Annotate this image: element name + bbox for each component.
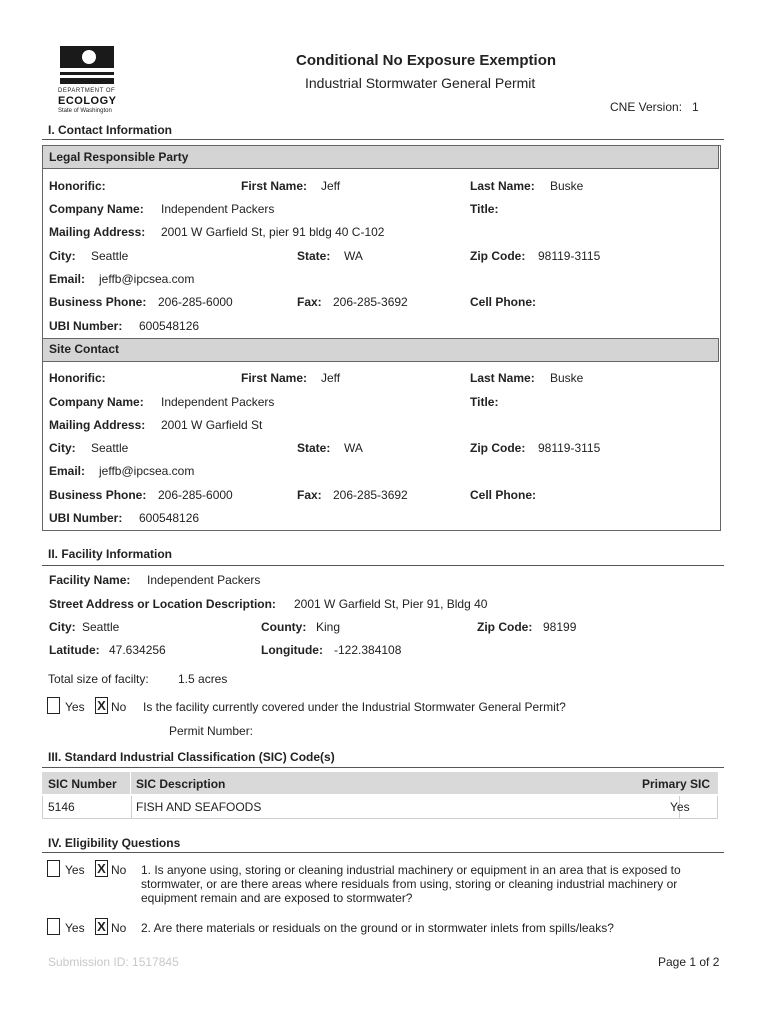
- sic-row-number: 5146: [48, 800, 75, 814]
- site-mailing-label: Mailing Address:: [49, 418, 146, 432]
- legal-title-label: Title:: [470, 202, 499, 216]
- q2-yes-checkbox[interactable]: [47, 918, 60, 935]
- legal-mailing: 2001 W Garfield St, pier 91 bldg 40 C-102: [161, 225, 385, 239]
- site-title-label: Title:: [470, 395, 499, 409]
- legal-city: Seattle: [91, 249, 129, 263]
- permit-covered-yes-checkbox[interactable]: [47, 697, 60, 714]
- legal-state: WA: [344, 249, 363, 263]
- legal-fax-label: Fax:: [297, 295, 322, 309]
- page-number: Page 1 of 2: [658, 955, 720, 969]
- facility-county-label: County:: [261, 620, 307, 634]
- site-city-label: City:: [49, 441, 76, 455]
- site-state: WA: [344, 441, 363, 455]
- legal-first-name: Jeff: [321, 179, 341, 193]
- facility-size: 1.5 acres: [178, 672, 228, 686]
- sic-row-primary: Yes: [670, 800, 690, 814]
- q2-no-label: No: [111, 921, 127, 935]
- site-contact-title: Site Contact: [49, 342, 120, 356]
- permit-covered-yes-label: Yes: [65, 700, 85, 714]
- site-state-label: State:: [297, 441, 331, 455]
- site-cell-label: Cell Phone:: [470, 488, 537, 502]
- facility-zip-label: Zip Code:: [477, 620, 533, 634]
- sic-header-primary: Primary SIC: [642, 777, 711, 791]
- site-company: Independent Packers: [161, 395, 275, 409]
- legal-last-name: Buske: [550, 179, 584, 193]
- facility-zip: 98199: [543, 620, 577, 634]
- q1-yes-label: Yes: [65, 863, 85, 877]
- site-email: jeffb@ipcsea.com: [99, 464, 195, 478]
- site-last-name: Buske: [550, 371, 584, 385]
- site-ubi-label: UBI Number:: [49, 511, 123, 525]
- site-company-label: Company Name:: [49, 395, 144, 409]
- logo-ecology-text: ECOLOGY: [58, 95, 117, 107]
- site-last-name-label: Last Name:: [470, 371, 535, 385]
- legal-ubi-label: UBI Number:: [49, 319, 123, 333]
- permit-number-label: Permit Number:: [169, 724, 254, 738]
- legal-mailing-label: Mailing Address:: [49, 225, 146, 239]
- permit-covered-no-label: No: [111, 700, 127, 714]
- q1-no-label: No: [111, 863, 127, 877]
- site-contact-header: [42, 338, 719, 362]
- legal-cell-label: Cell Phone:: [470, 295, 537, 309]
- facility-address-label: Street Address or Location Description:: [49, 597, 276, 611]
- version-value: 1: [692, 100, 699, 114]
- sic-header-number: SIC Number: [48, 777, 117, 791]
- q1-question-line2: stormwater, or are there areas where residuals from using, storing or cleaning industrial machinery or: [141, 877, 678, 891]
- version-label: CNE Version:: [610, 100, 683, 114]
- site-city: Seattle: [91, 441, 129, 455]
- section-divider: [42, 767, 724, 768]
- submission-id: Submission ID: 1517845: [48, 955, 179, 969]
- facility-longitude: -122.384108: [334, 643, 402, 657]
- facility-latitude-label: Latitude:: [49, 643, 100, 657]
- facility-city: Seattle: [82, 620, 120, 634]
- legal-city-label: City:: [49, 249, 76, 263]
- section-eligibility-title: IV. Eligibility Questions: [48, 836, 181, 850]
- q1-yes-checkbox[interactable]: [47, 860, 60, 877]
- section-divider: [42, 852, 724, 853]
- permit-covered-question: Is the facility currently covered under the Industrial Stormwater General Permit?: [143, 700, 566, 714]
- section-divider: [42, 565, 724, 566]
- facility-longitude-label: Longitude:: [261, 643, 323, 657]
- site-zip-label: Zip Code:: [470, 441, 526, 455]
- facility-county: King: [316, 620, 341, 634]
- site-first-name: Jeff: [321, 371, 341, 385]
- legal-phone-label: Business Phone:: [49, 295, 147, 309]
- facility-address: 2001 W Garfield St, Pier 91, Bldg 40: [294, 597, 488, 611]
- q2-yes-label: Yes: [65, 921, 85, 935]
- ecology-logo-mark: [60, 46, 114, 84]
- facility-latitude: 47.634256: [109, 643, 166, 657]
- legal-ubi: 600548126: [139, 319, 200, 333]
- form-title: Conditional No Exposure Exemption: [296, 52, 557, 69]
- legal-company-label: Company Name:: [49, 202, 144, 216]
- ecology-logo: [56, 46, 118, 114]
- form-subtitle: Industrial Stormwater General Permit: [305, 75, 536, 91]
- section-divider: [42, 139, 724, 140]
- legal-honorific-label: Honorific:: [49, 179, 106, 193]
- section-sic-title: III. Standard Industrial Classification (SIC) Code(s): [48, 750, 335, 764]
- section-facility-title: II. Facility Information: [48, 547, 173, 561]
- site-ubi: 600548126: [139, 511, 200, 525]
- legal-party-title: Legal Responsible Party: [49, 150, 189, 164]
- legal-email: jeffb@ipcsea.com: [99, 272, 195, 286]
- site-mailing: 2001 W Garfield St: [161, 418, 263, 432]
- logo-department-text: DEPARTMENT OF: [58, 88, 116, 94]
- logo-state-text: State of Washington: [58, 108, 112, 114]
- facility-name-label: Facility Name:: [49, 573, 131, 587]
- q2-question: 2. Are there materials or residuals on the ground or in stormwater inlets from spills/leaks?: [141, 921, 614, 935]
- site-phone: 206-285-6000: [158, 488, 233, 502]
- legal-state-label: State:: [297, 249, 331, 263]
- site-fax-label: Fax:: [297, 488, 322, 502]
- q1-no-checkbox[interactable]: X: [95, 860, 108, 877]
- legal-last-name-label: Last Name:: [470, 179, 535, 193]
- legal-zip-label: Zip Code:: [470, 249, 526, 263]
- permit-covered-no-checkbox[interactable]: X: [95, 697, 108, 714]
- legal-company: Independent Packers: [161, 202, 275, 216]
- site-fax: 206-285-3692: [333, 488, 408, 502]
- legal-zip: 98119-3115: [538, 249, 601, 263]
- facility-size-label: Total size of facilty:: [48, 672, 149, 686]
- facility-city-label: City:: [49, 620, 76, 634]
- legal-fax: 206-285-3692: [333, 295, 408, 309]
- legal-first-name-label: First Name:: [241, 179, 308, 193]
- q1-question-line1: 1. Is anyone using, storing or cleaning industrial machinery or equipment in an area that is exposed to: [141, 863, 681, 877]
- sic-header-description: SIC Description: [136, 777, 226, 791]
- legal-phone: 206-285-6000: [158, 295, 233, 309]
- q2-no-checkbox[interactable]: X: [95, 918, 108, 935]
- facility-name: Independent Packers: [147, 573, 261, 587]
- site-honorific-label: Honorific:: [49, 371, 106, 385]
- site-zip: 98119-3115: [538, 441, 601, 455]
- q1-question-line3: equipment remain and are exposed to stormwater?: [141, 891, 413, 905]
- legal-email-label: Email:: [49, 272, 86, 286]
- section-contact-title: I. Contact Information: [48, 123, 172, 137]
- site-first-name-label: First Name:: [241, 371, 308, 385]
- site-phone-label: Business Phone:: [49, 488, 147, 502]
- sic-row-description: FISH AND SEAFOODS: [136, 800, 262, 814]
- site-email-label: Email:: [49, 464, 86, 478]
